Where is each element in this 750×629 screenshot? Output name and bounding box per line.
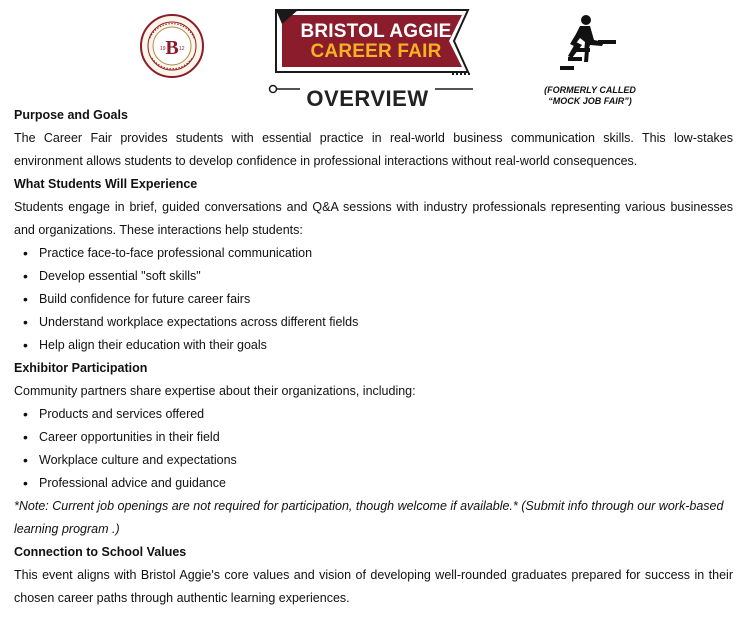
list-item: • Understand workplace expectations across different fields <box>39 311 733 334</box>
svg-text:B: B <box>165 37 179 59</box>
exhibitor-note: *Note: Current job openings are not required for participation, though welcome if available.* (Submit info through our work-based learning program .) <box>14 499 724 536</box>
header <box>0 0 750 110</box>
purpose-text: The Career Fair provides students with essential practice in real-world business communication skills. This low-stakes environment allows students to develop confidence in professional interactions without real-world consequences. <box>14 131 733 168</box>
overview-title: OVERVIEW <box>300 86 435 112</box>
values-text: This event aligns with Bristol Aggie's core values and vision of developing well-rounded graduates prepared for success in their chosen career paths through authentic learning experiences. <box>14 568 733 605</box>
exhibitor-list <box>14 403 733 495</box>
formerly-line-2: “MOCK JOB FAIR”) <box>548 96 632 106</box>
exhibitor-text: Community partners share expertise about their organizations, including: <box>14 384 416 398</box>
school-seal-icon <box>140 14 204 78</box>
list-item: • Build confidence for future career fairs <box>39 288 733 311</box>
list-item: • Practice face-to-face professional communication <box>39 242 733 265</box>
overview-content <box>14 104 733 610</box>
list-item: • Career opportunities in their field <box>39 426 733 449</box>
list-item: • Workplace culture and expectations <box>39 449 733 472</box>
svg-text:19: 19 <box>160 46 166 52</box>
values-heading: Connection to School Values <box>14 545 187 559</box>
svg-text:12: 12 <box>179 46 185 52</box>
purpose-heading: Purpose and Goals <box>14 108 128 122</box>
experience-heading: What Students Will Experience <box>14 177 198 191</box>
exhibitor-heading: Exhibitor Participation <box>14 361 148 375</box>
list-item: • Help align their education with their goals <box>39 334 733 357</box>
list-item: • Professional advice and guidance <box>39 472 733 495</box>
banner-title-line1: BRISTOL AGGIE <box>300 21 452 42</box>
experience-text: Students engage in brief, guided conversations and Q&A sessions with industry professionals representing various businesses and organizations. These interactions help students: <box>14 200 733 237</box>
formerly-line-1: (FORMERLY CALLED <box>544 85 636 95</box>
banner-title-line2: CAREER FAIR <box>310 41 442 62</box>
experience-list <box>14 242 733 357</box>
person-climbing-stairs-icon <box>558 14 620 74</box>
list-item: • Products and services offered <box>39 403 733 426</box>
list-item: • Develop essential "soft skills" <box>39 265 733 288</box>
